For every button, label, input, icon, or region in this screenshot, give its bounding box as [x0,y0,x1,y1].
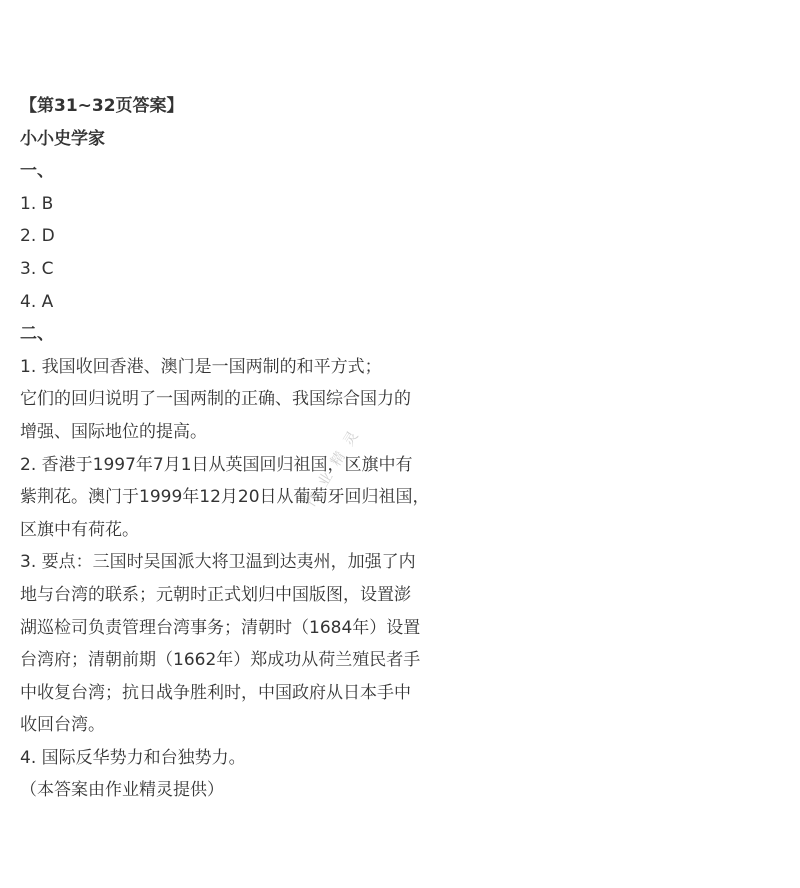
answer-item: 2. D [20,226,55,247]
answer-line: 3. 要点：三国时吴国派大将卫温到达夷州，加强了内 [20,552,416,573]
page-range-header: 【第31~32页答案】 [20,96,184,116]
answer-line: 区旗中有荷花。 [20,519,139,540]
answer-line: 1. 我国收回香港、澳门是一国两制的和平方式； [20,356,382,377]
answer-document [20,90,460,807]
footer-credit: （本答案由作业精灵提供） [20,780,224,801]
answer-line: 增强、国际地位的提高。 [20,421,207,442]
section-title: 小小史学家 [20,128,105,149]
answer-line: 4. 国际反华势力和台独势力。 [20,747,246,768]
part2-label: 二、 [20,324,54,345]
answer-line: 台湾府；清朝前期（1662年）郑成功从荷兰殖民者手 [20,650,421,671]
answer-line: 地与台湾的联系；元朝时正式划归中国版图，设置澎 [20,584,411,605]
watermark: 作业精灵 [302,420,367,511]
answer-item: 1. B [20,193,54,214]
answer-line: 紫荆花。澳门于1999年12月20日从葡萄牙回归祖国， [20,487,430,508]
answer-line: 收回台湾。 [20,715,105,736]
answer-line: 它们的回归说明了一国两制的正确、我国综合国力的 [20,389,411,410]
answer-item: 3. C [20,258,54,279]
part1-label: 一、 [20,161,54,182]
answer-line: 2. 香港于1997年7月1日从英国回归祖国，区旗中有 [20,454,413,475]
answer-line: 中收复台湾；抗日战争胜利时，中国政府从日本手中 [20,682,411,703]
answer-line: 湖巡检司负责管理台湾事务；清朝时（1684年）设置 [20,617,421,638]
answer-item: 4. A [20,291,54,312]
